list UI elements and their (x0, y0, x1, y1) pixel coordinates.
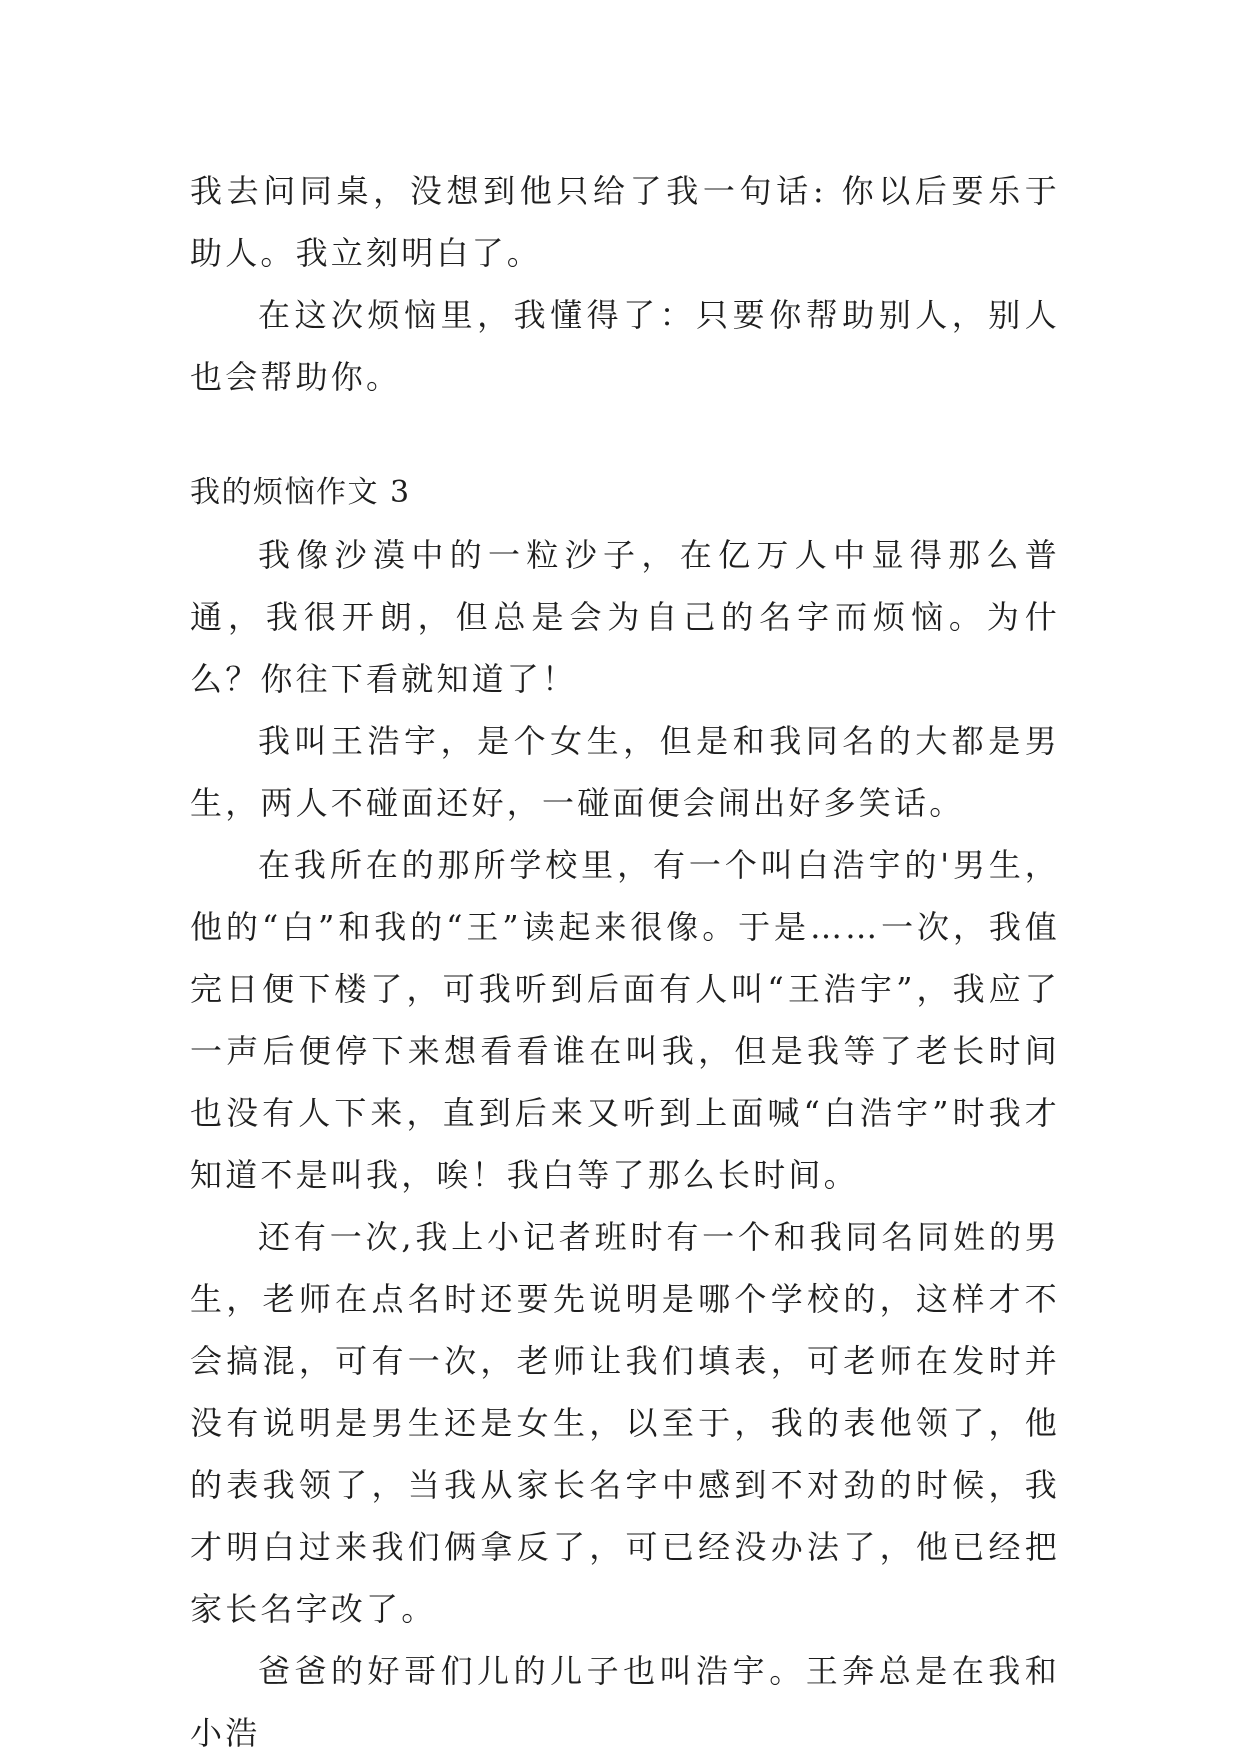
paragraph: 爸爸的好哥们儿的儿子也叫浩宇。王奔总是在我和小浩 (190, 1652, 1060, 1752)
document-page (190, 160, 1060, 1764)
paragraph: 在我所在的那所学校里，有一个叫白浩宇的'男生，他的“白”和我的“王”读起来很像。于是……一次，我值完日便下楼了，可我听到后面有人叫“王浩宇”，我应了一声后便停下来想看看谁在叫我，但是我等了老长时间也没有人下来，直到后来又听到上面喊“白浩宇”时我才知道不是叫我，唉！我白等了那么长时间。 (190, 846, 1060, 1194)
paragraph: 在这次烦恼里，我懂得了：只要你帮助别人，别人也会帮助你。 (190, 296, 1060, 396)
paragraph: 我叫王浩宇，是个女生，但是和我同名的大都是男生，两人不碰面还好，一碰面便会闹出好多笑话。 (190, 722, 1060, 822)
paragraph: 还有一次,我上小记者班时有一个和我同名同姓的男生，老师在点名时还要先说明是哪个学校的，这样才不会搞混，可有一次，老师让我们填表，可老师在发时并没有说明是男生还是女生，以至于，我的表他领了，他的表我领了，当我从家长名字中感到不对劲的时候，我才明白过来我们俩拿反了，可已经没办法了，他已经把家长名字改了。 (190, 1218, 1060, 1628)
paragraph: 我去问同桌，没想到他只给了我一句话: 你以后要乐于助人。我立刻明白了。 (190, 172, 1060, 272)
paragraph: 我像沙漠中的一粒沙子，在亿万人中显得那么普通，我很开朗，但总是会为自己的名字而烦恼。为什么？你往下看就知道了！ (190, 536, 1060, 698)
section-title: 我的烦恼作文 3 (190, 475, 411, 510)
